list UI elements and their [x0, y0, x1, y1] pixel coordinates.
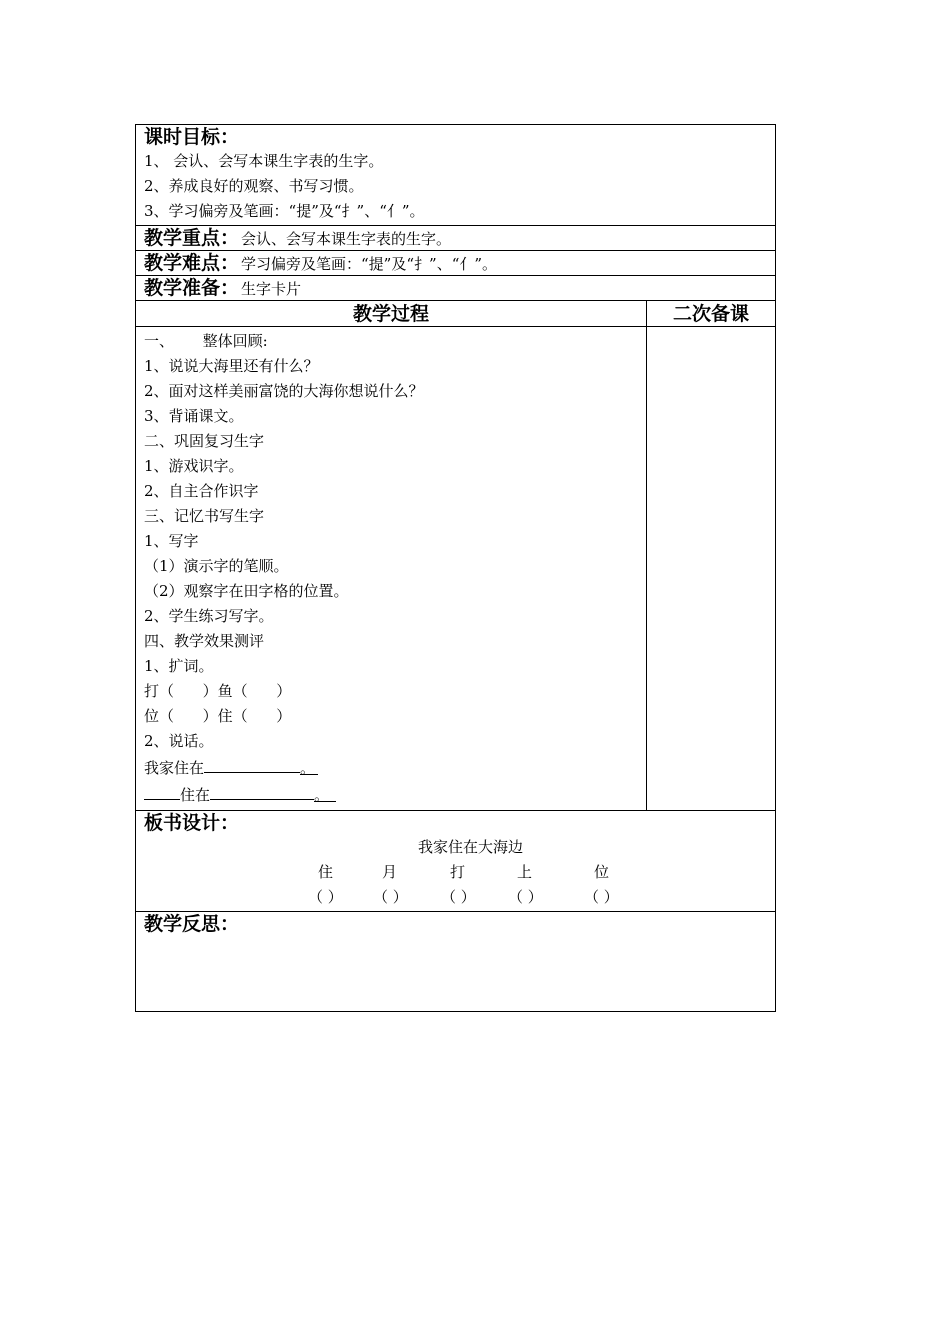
process-line: 2、学生练习写字。 — [144, 607, 274, 625]
process-header-row — [136, 301, 775, 327]
board-char: 位 — [594, 863, 610, 881]
lesson-plan-table — [135, 124, 776, 1012]
process-line: 1、写字 — [144, 532, 199, 550]
process-content — [136, 327, 647, 810]
board-char: 上 — [517, 863, 533, 881]
difficulty-label: 教学难点： — [144, 252, 240, 274]
board-parens — [144, 885, 767, 910]
process-line: 1、游戏识字。 — [144, 457, 244, 475]
sentence1-end: 。 — [300, 756, 318, 775]
process-header: 教学过程 — [136, 301, 647, 326]
preparation-row — [136, 276, 775, 301]
objectives-heading: 课时目标： — [144, 126, 240, 148]
board-paren: （ ） — [508, 888, 543, 906]
process-line: 位（ ）住（ ） — [144, 707, 292, 725]
process-body-row — [136, 327, 775, 811]
objective-item: 1、 会认、会写本课生字表的生字。 — [144, 152, 384, 170]
process-line: 1、说说大海里还有什么？ — [144, 357, 319, 375]
reflection-section — [136, 912, 775, 1011]
preparation-text: 生字卡片 — [241, 280, 302, 298]
preparation-label: 教学准备： — [144, 277, 240, 299]
process-line: 3、背诵课文。 — [144, 407, 244, 425]
board-paren: （ ） — [441, 888, 476, 906]
objective-item: 3、学习偏旁及笔画：“提”及“扌”、“亻”。 — [144, 202, 425, 220]
difficulty-row — [136, 251, 775, 276]
process-line: 四、教学效果测评 — [144, 632, 265, 650]
board-char: 月 — [382, 863, 398, 881]
sentence2-word: 住在 — [180, 786, 211, 804]
process-line: 二、巩固复习生字 — [144, 432, 265, 450]
board-char: 住 — [318, 863, 334, 881]
fill-blank — [210, 781, 314, 800]
process-line: （1）演示字的笔顺。 — [144, 557, 289, 575]
key-point-row — [136, 226, 775, 251]
objective-item: 2、养成良好的观察、书写习惯。 — [144, 177, 364, 195]
process-line: 1、扩词。 — [144, 657, 214, 675]
sentence2-end: 。 — [314, 783, 336, 802]
key-point-label: 教学重点： — [144, 227, 240, 249]
board-char: 打 — [450, 863, 466, 881]
board-paren: （ ） — [373, 888, 408, 906]
sentence-line-1 — [144, 754, 638, 781]
fill-blank — [204, 754, 300, 773]
process-line: 2、面对这样美丽富饶的大海你想说什么？ — [144, 382, 424, 400]
second-prep-content — [647, 327, 775, 810]
process-line: 一、 整体回顾: — [144, 332, 268, 350]
process-line: 2、自主合作识字 — [144, 482, 259, 500]
board-paren: （ ） — [308, 888, 343, 906]
sentence1-prefix: 我家住在 — [144, 759, 205, 777]
board-chars — [144, 860, 767, 885]
difficulty-text: 学习偏旁及笔画：“提”及“扌”、“亻”。 — [241, 255, 498, 273]
board-paren: （ ） — [584, 888, 619, 906]
reflection-heading: 教学反思： — [144, 913, 240, 935]
process-line: 2、说话。 — [144, 732, 214, 750]
fill-blank — [144, 781, 180, 800]
board-heading: 板书设计： — [144, 812, 240, 834]
objectives-section — [136, 125, 775, 226]
board-design-section — [136, 811, 775, 912]
sentence-line-2 — [144, 781, 638, 808]
key-point-text: 会认、会写本课生字表的生字。 — [241, 230, 452, 248]
process-line: （2）观察字在田字格的位置。 — [144, 582, 349, 600]
process-line: 三、记忆书写生字 — [144, 507, 265, 525]
board-title: 我家住在大海边 — [417, 838, 523, 856]
process-line: 打（ ）鱼（ ） — [144, 682, 292, 700]
second-prep-header: 二次备课 — [672, 302, 749, 325]
